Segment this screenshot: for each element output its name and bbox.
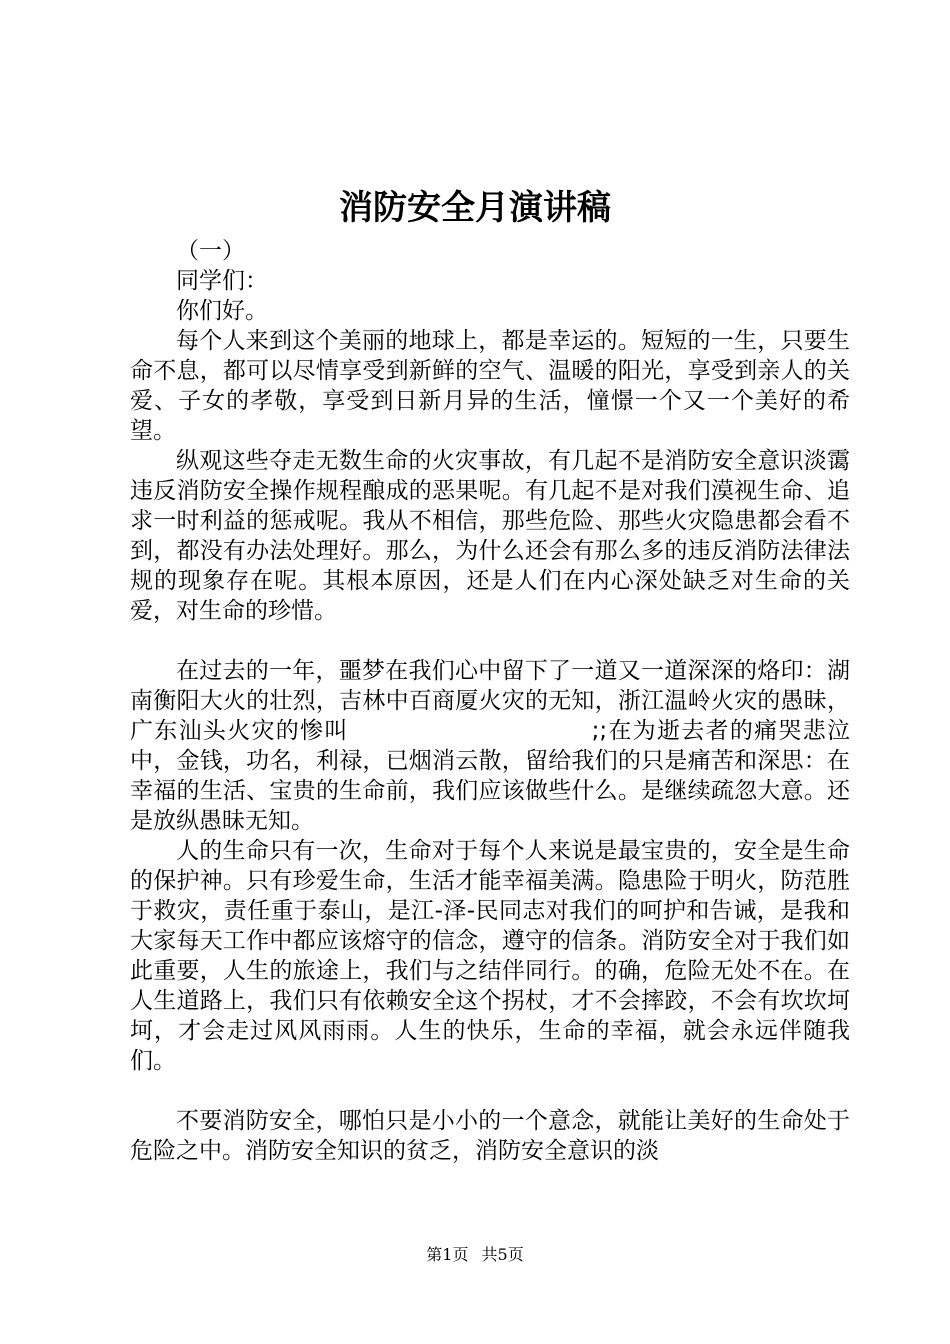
paragraph-body-1: 每个人来到这个美丽的地球上，都是幸运的。短短的一生，只要生命不息，都可以尽情享受到新鲜的空气、温暖的阳光，享受到亲人的关爱、子女的孝敬，享受到日新月异的生活，憧憬一个又一个美好的希望。 xyxy=(130,328,850,444)
document-body xyxy=(130,236,850,1166)
document-title: 消防安全月演讲稿 xyxy=(339,188,611,228)
page-total: 共5页 xyxy=(481,1245,524,1264)
paragraph-body-2: 纵观这些夺走无数生命的火灾事故，有几起不是消防安全意识淡霭违反消防安全操作规程酿成的恶果呢。有几起不是对我们漠视生命、追求一时利益的惩戒呢。我从不相信，那些危险、那些火灾隐患都会看不到，都没有办法处理好。那么，为什么还会有那么多的违反消防法律法规的现象存在呢。其根本原因，还是人们在内心深处缺乏对生命的关爱，对生命的珍惜。 xyxy=(130,448,850,624)
paragraph-section-number: （一） xyxy=(176,238,245,264)
paragraph-body-3: 在过去的一年，噩梦在我们心中留下了一道又一道深深的烙印：湖南衡阳大火的壮烈，吉林中百商厦火灾的无知，浙江温岭火灾的愚昧，广东汕头火灾的惨叫 ;;在为逝去者的痛哭悲泣中，金钱，功名，利禄，已烟消云散，留给我们的只是痛苦和深思：在幸福的生活、宝贵的生命前，我们应该做些什么。是继续疏忽大意。还是放纵愚昧无知。 xyxy=(130,658,850,834)
page-number: 第1页 xyxy=(426,1245,469,1264)
paragraph-salutation: 同学们： xyxy=(176,268,268,294)
paragraph-body-5: 不要消防安全，哪怕只是小小的一个意念，就能让美好的生命处于危险之中。消防安全知识的贫乏，消防安全意识的淡 xyxy=(130,1108,850,1164)
paragraph-body-4: 人的生命只有一次，生命对于每个人来说是最宝贵的，安全是生命的保护神。只有珍爱生命，生活才能幸福美满。隐患险于明火，防范胜于救灾，责任重于泰山，是江-泽-民同志对我们的呵护和告诫，是我和大家每天工作中都应该熔守的信念，遵守的信条。消防安全对于我们如此重要，人生的旅途上，我们与之结伴同行。的确，危险无处不在。在人生道路上，我们只有依赖安全这个拐杖，才不会摔跤，不会有坎坎坷坷，才会走过风风雨雨。人生的快乐，生命的幸福，就会永远伴随我们。 xyxy=(130,838,850,1074)
paragraph-greeting: 你们好。 xyxy=(176,298,268,324)
page-footer xyxy=(0,1242,950,1265)
